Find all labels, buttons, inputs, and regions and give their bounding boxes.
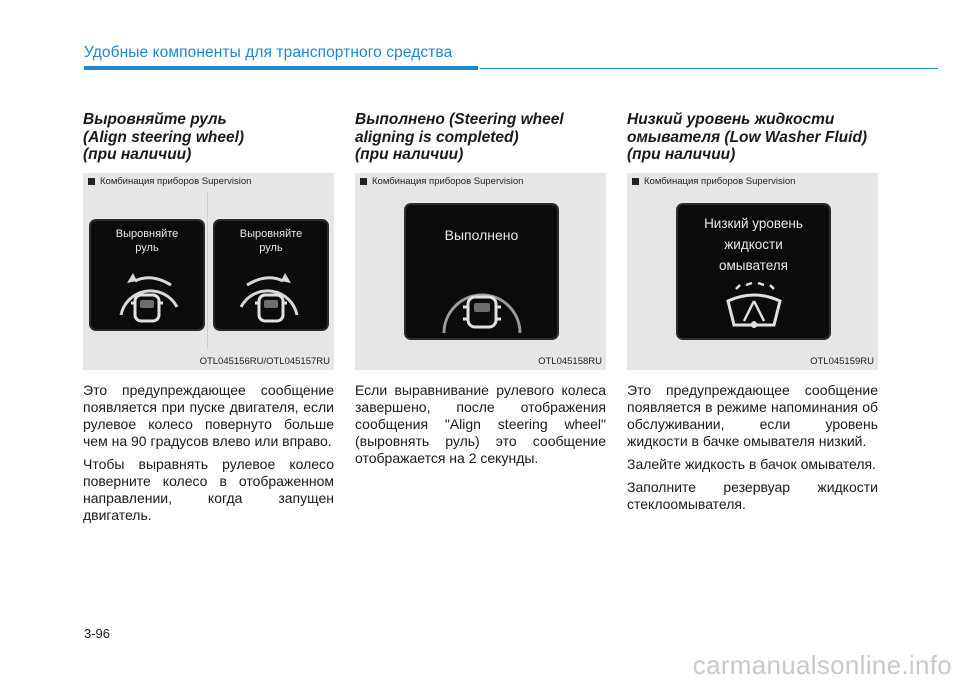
section-body <box>355 382 606 467</box>
screen-text <box>406 227 557 244</box>
header-rule-thin <box>480 68 938 69</box>
screen-text-line: Выровняйте <box>239 228 303 240</box>
screen-text <box>678 213 829 276</box>
screen-text-line: Выровняйте <box>115 228 179 240</box>
title-line: Выровняйте руль <box>83 111 227 128</box>
title-line: Низкий уровень жидкости <box>627 111 835 128</box>
steering-turn-right-icon <box>215 259 327 329</box>
figure-code: OTL045156RU/OTL045157RU <box>199 356 330 367</box>
steering-turn-left-icon <box>91 259 203 329</box>
square-bullet-icon <box>88 178 95 185</box>
display-screen <box>404 203 559 340</box>
section-title <box>627 111 878 169</box>
square-bullet-icon <box>632 178 639 185</box>
screen-text-line: Выполнено <box>444 227 519 243</box>
steering-aligned-icon <box>406 259 557 339</box>
title-line: омывателя (Low Washer Fluid) <box>627 128 868 146</box>
figure-divider <box>207 191 208 349</box>
screen-text <box>91 227 203 255</box>
header-rule <box>84 66 478 70</box>
paragraph: Заполните резервуар жидкости стеклоомывателя. <box>627 479 878 512</box>
square-bullet-icon <box>360 178 367 185</box>
cluster-figure <box>83 173 334 370</box>
display-screen <box>89 219 205 331</box>
header-title: Удобные компоненты для транспортного средства <box>84 44 453 61</box>
figure-label <box>632 176 795 187</box>
title-line: (Align steering wheel) <box>83 128 245 146</box>
title-line: (при наличии) <box>83 146 192 163</box>
paragraph: Это предупреждающее сообщение появляется при пуске двигателя, если рулевое колесо повернуто больше чем на 90 градусов влево или вправо. <box>83 382 334 449</box>
watermark: carmanualsonline.info <box>692 650 952 680</box>
paragraph: Если выравнивание рулевого колеса завершено, после отображения сообщения "Align steering wheel" (выровнять руль) это сообщение отображается на 2 секунды. <box>355 382 606 466</box>
section-low-washer-fluid <box>627 111 878 519</box>
title-line: (при наличии) <box>627 146 736 163</box>
section-body <box>83 382 334 524</box>
paragraph: Это предупреждающее сообщение появляется в режиме напоминания об обслуживании, если уровень жидкости в бачке омывателя низкий. <box>627 382 878 449</box>
figure-code: OTL045158RU <box>538 356 602 367</box>
screen-text-line: омывателя <box>718 258 788 273</box>
screen-text <box>215 227 327 255</box>
washer-fluid-icon <box>678 281 829 337</box>
section-steering-aligned <box>355 111 606 473</box>
cluster-figure <box>627 173 878 370</box>
figure-label-text: Комбинация приборов Supervision <box>372 176 524 187</box>
screen-text-line: руль <box>259 242 283 254</box>
display-screen <box>213 219 329 331</box>
figure-label <box>88 176 251 187</box>
screen-text-line: руль <box>135 242 159 254</box>
figure-label-text: Комбинация приборов Supervision <box>100 176 252 187</box>
section-align-steering-wheel <box>83 111 334 530</box>
section-title <box>83 111 334 169</box>
title-line: (при наличии) <box>355 146 464 163</box>
figure-label-text: Комбинация приборов Supervision <box>644 176 796 187</box>
section-title <box>355 111 606 169</box>
figure-label <box>360 176 523 187</box>
screen-text-line: Низкий уровень <box>704 216 803 231</box>
figure-code: OTL045159RU <box>810 356 874 367</box>
paragraph: Залейте жидкость в бачок омывателя. <box>627 456 877 472</box>
display-screen <box>676 203 831 340</box>
title-line: aligning is completed) <box>355 128 519 146</box>
page-number: 3-96 <box>84 626 111 641</box>
paragraph: Чтобы выравнять рулевое колесо поверните колесо в отображенном направлении, когда запущен двигатель. <box>83 456 334 523</box>
section-body <box>627 382 878 513</box>
screen-text-line: жидкости <box>724 237 783 252</box>
title-line: Выполнено (Steering wheel <box>355 111 564 128</box>
cluster-figure <box>355 173 606 370</box>
